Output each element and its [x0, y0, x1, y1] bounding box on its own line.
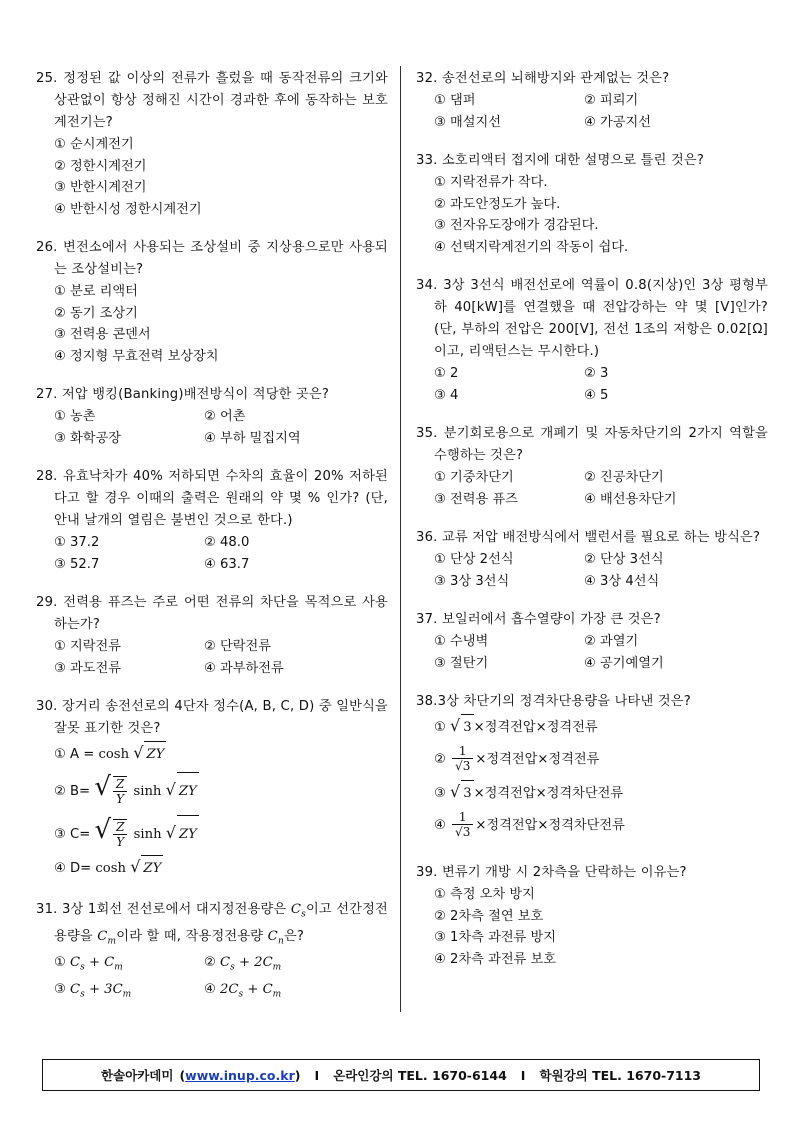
option-1: ① 2: [434, 366, 459, 381]
option-4: ④ 5: [584, 387, 609, 403]
option-3: ③ 반한시계전기: [54, 180, 147, 195]
option-2: ② 48.0: [204, 535, 250, 550]
option-2: ② 과도안정도가 높다.: [434, 196, 561, 212]
question-text: 30. 장거리 송전선로의 4단자 정수(A, B, C, D) 중 일반식을 잘못 표기한 것은?: [36, 699, 388, 736]
question-32: [416, 68, 768, 133]
question-text: 26. 변전소에서 사용되는 조상설비 중 지상용으로만 사용되는 조상설비는?: [36, 240, 388, 277]
option-1: ① 순시계전기: [54, 137, 134, 152]
option-3: ③ 1차측 과전류 방지: [434, 930, 556, 945]
right-column: [416, 68, 768, 987]
option-2: ② 과열기: [584, 634, 639, 649]
question-38: [416, 691, 768, 845]
option-1: ① A = cosh √ ZY: [54, 740, 388, 768]
question-text: 31. 3상 1회선 전선로에서 대지정전용량은 $C_s$이고 선간정전용량을 $C_m$이라 할 때, 작용정전용량 $C_n$은?: [36, 902, 388, 947]
option-4: ④ $\frac{1}{√3}$ ×정격전압×정격차단전류: [434, 810, 625, 839]
question-text: 32. 송전선로의 뇌해방지와 관계없는 것은?: [416, 71, 670, 86]
online-lecture-phone: 온라인강의 TEL. 1670-6144: [333, 1068, 507, 1083]
option-3: ③ 전자유도장애가 경감된다.: [434, 218, 599, 233]
question-text: 28. 유효낙차가 40% 저하되면 수차의 효율이 20% 저하된다고 할 경우 이때의 출력은 원래의 약 몇 % 인가? (단, 안내 날개의 열림은 불변인 것으로 한다.): [36, 469, 388, 528]
question-text: 33. 소호리액터 접지에 대한 설명으로 틀린 것은?: [416, 153, 705, 168]
question-36: [416, 527, 768, 592]
option-3: ③ 화학공장: [54, 430, 121, 446]
option-4: ④ 과부하전류: [204, 660, 284, 676]
left-column: [36, 68, 388, 1024]
option-2: ② B= √ $\frac{Z}{Y}$ sinh √ ZY: [54, 768, 388, 811]
question-34: [416, 275, 768, 406]
question-30: [36, 696, 388, 882]
option-3: ③ 절탄기: [434, 655, 489, 671]
option-2: ② $\frac{1}{√3}$ ×정격전압×정격전류: [434, 744, 600, 773]
option-2: ② 진공차단기: [584, 470, 664, 485]
question-28: [36, 466, 388, 575]
option-3: ③ 매설지선: [434, 114, 501, 130]
option-4: ④ 반한시성 정한시계전기: [54, 201, 202, 217]
option-1: ① 단상 2선식: [434, 552, 514, 567]
option-1: ① √ 3 ×정격전압×정격전류: [434, 713, 768, 741]
option-2: ② 단락전류: [204, 639, 271, 654]
option-4: ④ 2차측 과전류 보호: [434, 951, 556, 967]
option-1: ① 농촌: [54, 409, 96, 424]
option-1: ① 37.2: [54, 535, 100, 550]
question-26: [36, 237, 388, 367]
question-31: [36, 899, 388, 1007]
option-1: ① 댐퍼: [434, 93, 476, 108]
option-2: ② 동기 조상기: [54, 305, 138, 321]
separator: I: [314, 1067, 320, 1083]
question-text: 38.3상 차단기의 정격차단용량을 나타낸 것은?: [416, 694, 691, 709]
academy-website-link[interactable]: www.inup.co.kr: [185, 1067, 295, 1083]
question-35: [416, 423, 768, 510]
option-1: ① $C_s + C_m$: [54, 955, 123, 973]
option-3: ③ 과도전류: [54, 660, 121, 676]
option-2: ② 3: [584, 366, 609, 381]
option-4: ④ 배선용차단기: [584, 491, 677, 507]
question-37: [416, 609, 768, 674]
question-text: 39. 변류기 개방 시 2차측을 단락하는 이유는?: [416, 865, 687, 880]
option-4: ④ 정지형 무효전력 보상장치: [54, 348, 219, 364]
footer-banner: 한솔아카데미 (www.inup.co.kr) I 온라인강의 TEL. 1670-6144 I 학원강의 TEL. 1670-7113: [42, 1059, 760, 1091]
question-27: [36, 384, 388, 449]
question-text: 34. 3상 3선식 배전선로에 역률이 0.8(지상)인 3상 평형부하 40[kW]를 연결했을 때 전압강하는 약 몇 [V]인가? (단, 부하의 전압은 200[V], 전선 1조의 저항은 0.02[Ω]이고, 리액턴스는 무시한다.): [416, 278, 768, 359]
question-text: 25. 정정된 값 이상의 전류가 흘렀을 때 동작전류의 크기와 상관없이 항상 정해진 시간이 경과한 후에 동작하는 보호계전기는?: [36, 71, 388, 130]
option-2: ② 단상 3선식: [584, 552, 664, 567]
question-text: 29. 전력용 퓨즈는 주로 어떤 전류의 차단을 목적으로 사용하는가?: [36, 595, 388, 632]
option-4: ④ 가공지선: [584, 114, 651, 130]
option-3: ③ 3상 3선식: [434, 573, 510, 589]
option-4: ④ 선택지락계전기의 작동이 쉽다.: [434, 239, 629, 255]
option-4: ④ $2C_s + C_m$: [204, 982, 282, 1001]
option-2: ② 피뢰기: [584, 93, 639, 108]
option-2: ② 어촌: [204, 409, 246, 424]
offline-lecture-phone: 학원강의 TEL. 1670-7113: [539, 1068, 701, 1083]
option-3: ③ C= √ $\frac{Z}{Y}$ sinh √ ZY: [54, 811, 388, 854]
column-divider: [400, 66, 401, 1012]
option-4: ④ 63.7: [204, 556, 250, 572]
option-3: ③ 전력용 퓨즈: [434, 491, 518, 507]
option-3: ③ 52.7: [54, 556, 100, 572]
option-3: ③ $C_s + 3C_m$: [54, 982, 132, 1001]
question-text: 36. 교류 저압 배전방식에서 밸런서를 필요로 하는 방식은?: [416, 530, 761, 545]
option-4: ④ 3상 4선식: [584, 573, 660, 589]
option-2: ② $C_s + 2C_m$: [204, 955, 282, 973]
option-1: ① 기중차단기: [434, 470, 514, 485]
option-1: ① 수냉벽: [434, 634, 489, 649]
option-1: ① 지락전류: [54, 639, 121, 654]
option-1: ① 지락전류가 작다.: [434, 175, 548, 190]
question-text: 37. 보일러에서 흡수열량이 가장 큰 것은?: [416, 612, 661, 627]
question-25: [36, 68, 388, 220]
question-33: [416, 150, 768, 258]
question-29: [36, 592, 388, 679]
academy-name: 한솔아카데미: [100, 1068, 174, 1083]
option-3: ③ 4: [434, 387, 459, 403]
option-3: ③ √ 3 ×정격전압×정격차단전류: [434, 779, 768, 807]
option-2: ② 2차측 절연 보호: [434, 908, 544, 924]
option-4: ④ D= cosh √ ZY: [54, 854, 388, 882]
option-3: ③ 전력용 콘덴서: [54, 327, 151, 342]
question-text: 35. 분기회로용으로 개폐기 및 자동차단기의 2가지 역할을 수행하는 것은?: [416, 426, 768, 463]
option-1: ① 분로 리액터: [54, 284, 138, 299]
question-text: 27. 저압 뱅킹(Banking)배전방식이 적당한 곳은?: [36, 387, 330, 402]
option-4: ④ 부하 밀집지역: [204, 430, 301, 446]
question-39: [416, 862, 768, 970]
separator: I: [520, 1067, 526, 1083]
option-4: ④ 공기예열기: [584, 655, 664, 671]
option-1: ① 측정 오차 방지: [434, 887, 535, 902]
option-2: ② 정한시계전기: [54, 158, 147, 174]
